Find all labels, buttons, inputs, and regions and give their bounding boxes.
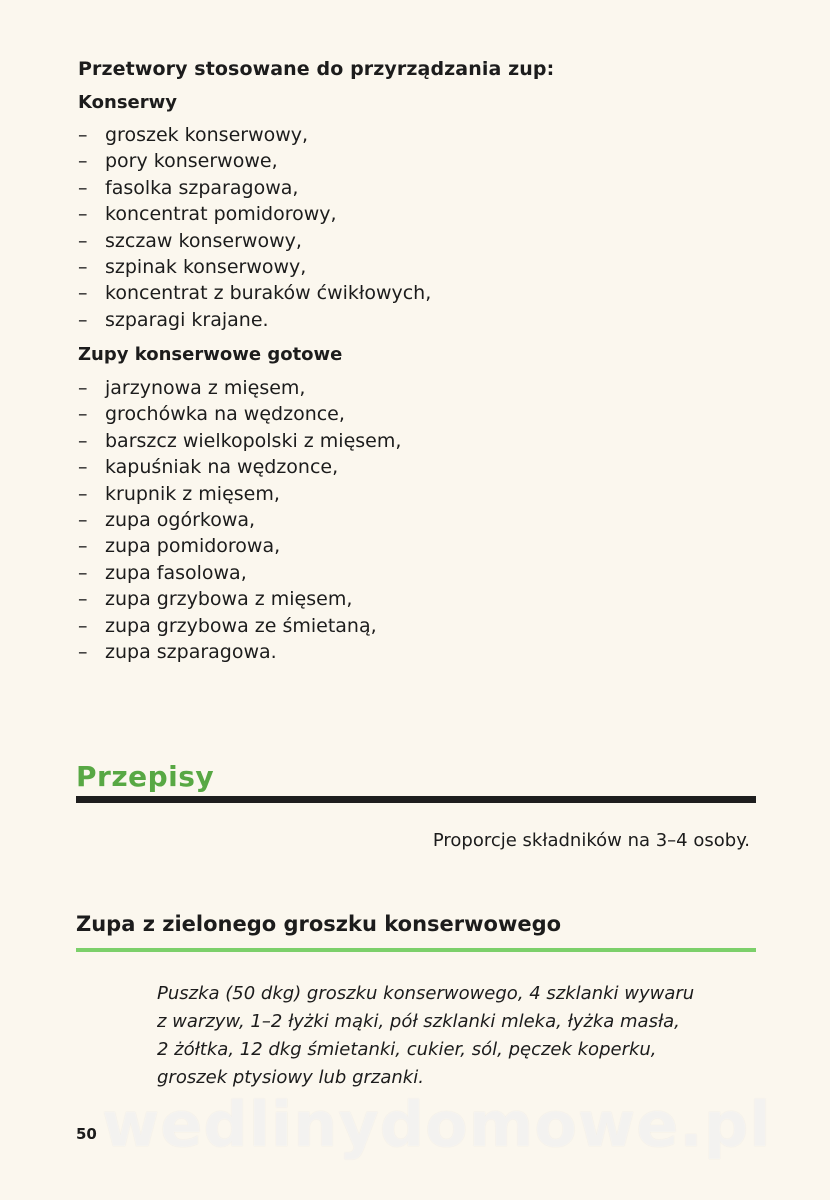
list-item-text: zupa ogórkowa,	[105, 508, 256, 531]
list-dash: –	[78, 561, 88, 584]
recipe-title: Zupa z zielonego groszku konserwowego	[76, 912, 562, 936]
ingredients-paragraph	[157, 980, 757, 1092]
list-item	[78, 280, 431, 306]
list-item	[78, 613, 401, 639]
list-dash: –	[78, 176, 88, 199]
list-item-text: szparagi krajane.	[105, 308, 269, 331]
list-item-text: koncentrat pomidorowy,	[105, 203, 337, 226]
list-dash: –	[78, 482, 88, 505]
list-item-text: zupa szparagowa.	[105, 640, 277, 663]
canned-list	[78, 122, 431, 333]
list-item	[78, 122, 431, 148]
ready-soups-list	[78, 375, 401, 665]
list-item	[78, 639, 401, 665]
list-item-text: zupa grzybowa z mięsem,	[105, 588, 353, 611]
list-dash: –	[78, 255, 88, 278]
ingredients-line: 2 żółtka, 12 dkg śmietanki, cukier, sól, pęczek koperku,	[157, 1039, 657, 1060]
list-dash: –	[78, 403, 88, 426]
list-item	[78, 307, 431, 333]
list-dash: –	[78, 588, 88, 611]
list-item	[78, 201, 431, 227]
list-dash: –	[78, 640, 88, 663]
list-item-text: krupnik z mięsem,	[105, 482, 280, 505]
list-item-text: jarzynowa z mięsem,	[105, 377, 306, 399]
list-dash: –	[78, 124, 88, 146]
list-item-text: szpinak konserwowy,	[105, 255, 307, 278]
list-item	[78, 254, 431, 280]
list-item	[78, 586, 401, 612]
list-item	[78, 401, 401, 427]
list-dash: –	[78, 377, 88, 399]
list-item-text: koncentrat z buraków ćwikłowych,	[105, 282, 432, 305]
list-item	[78, 375, 401, 401]
ingredients-line: Puszka (50 dkg) groszku konserwowego, 4 szklanki wywaru	[157, 983, 695, 1004]
ingredients-line: z warzyw, 1–2 łyżki mąki, pół szklanki mleka, łyżka masła,	[157, 1011, 680, 1032]
list-item-text: barszcz wielkopolski z mięsem,	[105, 429, 402, 452]
list-item-text: zupa pomidorowa,	[105, 535, 281, 558]
list-dash: –	[78, 456, 88, 479]
ready-soups-heading: Zupy konserwowe gotowe	[78, 344, 343, 365]
page-heading: Przetwory stosowane do przyrządzania zup:	[78, 58, 555, 80]
list-item-text: kapuśniak na wędzonce,	[105, 456, 339, 479]
proportions-note: Proporcje składników na 3–4 osoby.	[432, 830, 750, 851]
list-item	[78, 533, 401, 559]
list-dash: –	[78, 282, 88, 305]
list-dash: –	[78, 508, 88, 531]
list-dash: –	[78, 150, 88, 173]
list-item	[78, 481, 401, 507]
list-item	[78, 454, 401, 480]
list-item-text: szczaw konserwowy,	[105, 229, 302, 252]
list-item-text: zupa fasolowa,	[105, 561, 247, 584]
list-dash: –	[78, 308, 88, 331]
canned-heading: Konserwy	[78, 92, 177, 113]
list-item-text: pory konserwowe,	[105, 150, 278, 173]
list-item	[78, 228, 431, 254]
list-dash: –	[78, 229, 88, 252]
list-item	[78, 175, 431, 201]
list-dash: –	[78, 614, 88, 637]
recipe-title-underline	[76, 948, 756, 952]
list-item	[78, 507, 401, 533]
list-item	[78, 148, 431, 174]
list-item-text: groszek konserwowy,	[105, 124, 309, 146]
list-dash: –	[78, 429, 88, 452]
list-item-text: grochówka na wędzonce,	[105, 403, 345, 426]
list-item	[78, 560, 401, 586]
section-title: Przepisy	[76, 760, 215, 793]
list-dash: –	[78, 203, 88, 226]
section-divider	[76, 796, 756, 803]
ingredients-line: groszek ptysiowy lub grzanki.	[157, 1067, 424, 1088]
list-item-text: fasolka szparagowa,	[105, 176, 299, 199]
list-item	[78, 428, 401, 454]
list-item-text: zupa grzybowa ze śmietaną,	[105, 614, 377, 637]
list-dash: –	[78, 535, 88, 558]
watermark: wedlinydomowe.pl	[102, 1088, 772, 1161]
page-number: 50	[76, 1125, 97, 1143]
